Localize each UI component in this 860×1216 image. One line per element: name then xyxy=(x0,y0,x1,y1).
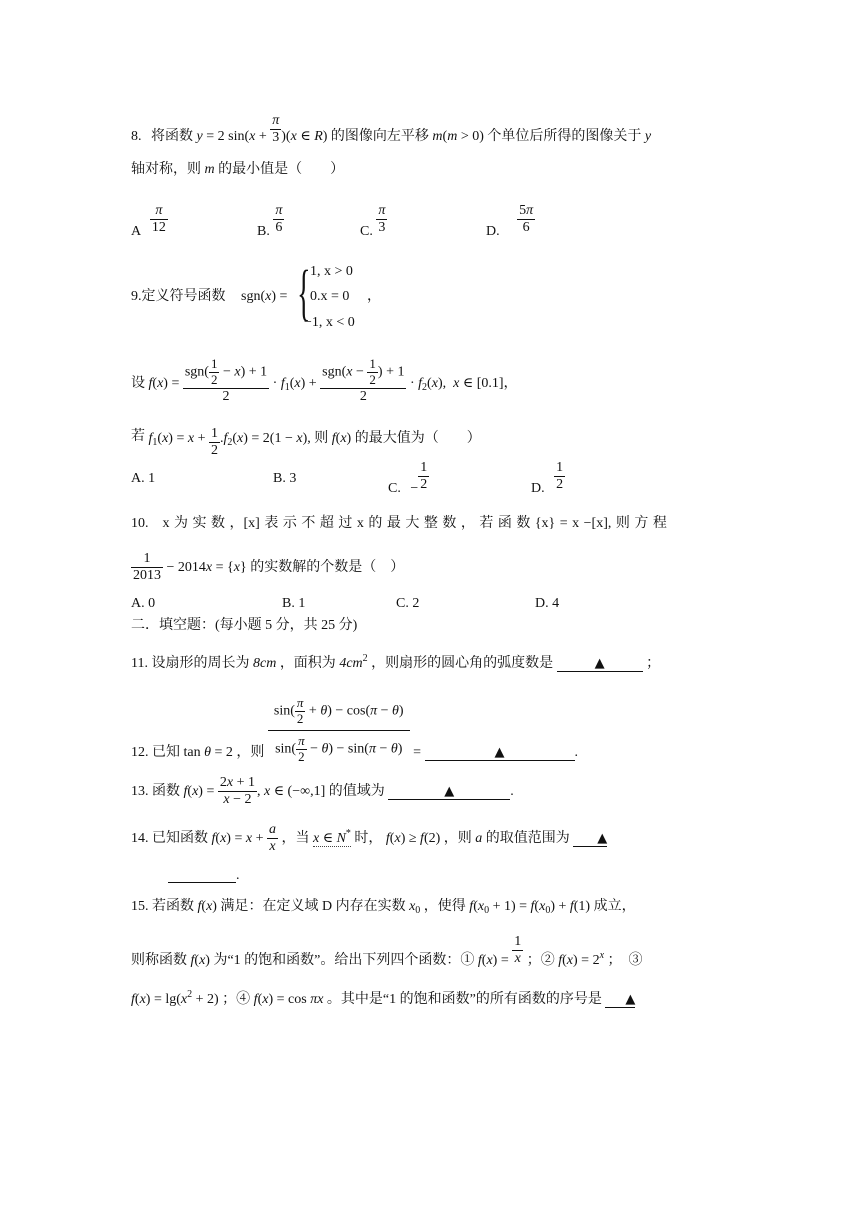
q14-answer-blank-start[interactable]: ▲ xyxy=(573,832,607,847)
q11-perimeter: 8cm xyxy=(252,656,277,671)
q11-answer-blank[interactable]: ▲ xyxy=(557,657,643,672)
q11-text-1: 11. 设扇形的周长为 xyxy=(131,656,250,671)
q8-line2-m: m xyxy=(204,162,215,177)
q12-text-1: 12. 已知 xyxy=(131,744,180,760)
q15-line1: 15. 若函数 f(x) 满足：在定义域 D 内存在实数 $x_0$ ，使得 $f(x_0 + 1) = f(x_0) + f(1)$ 成立， xyxy=(131,899,636,916)
q9-brace: { xyxy=(297,259,311,327)
q15-line2: 则称函数 f(x) 为“1 的饱和函数”。给出下列四个函数：① f(x) = $\frac{1}{x}$ ；② $f(x) = 2^x$ ； ③ xyxy=(131,934,643,968)
q9-setup: 设 f(x) = sgn( $\frac{1}{2}$ − x) + 1 2 · $f_1(x)$ + sgn(x − $\frac{1}{2}$ ) + 1 2 · $f_2(x)$, x ∈ [0.1]， xyxy=(131,356,518,404)
q15-line3: $f(x) = \lg(x^2 + 2)$ ；④ f(x) = cos πx 。其中是“1 的饱和函数”的所有函数的序号是 ▲ xyxy=(131,989,636,1007)
q15-text-3: ，使得 xyxy=(423,899,466,914)
q14-text-3: 时， xyxy=(354,830,383,846)
q13: 13. 函数 f(x) = $\frac{2x + 1}{x - 2}$ , x ∈ (−∞,1] 的值域为 ▲ . xyxy=(131,775,514,808)
q11-area: 4cm xyxy=(339,656,363,671)
q8-line2-rest: 的最小值是（ ） xyxy=(218,162,345,177)
q9-sgn: sgn(x) = xyxy=(241,289,288,304)
q9-option-d: D. $\frac{1}{2}$ xyxy=(531,460,564,496)
q9-set: 设 xyxy=(131,376,145,392)
q14-end: . xyxy=(236,868,240,883)
q15-line2-b: 为“1 的饱和函数”。给出下列四个函数：① xyxy=(213,952,475,968)
q11-text-3: ，则扇形的圆心角的弧度数是 xyxy=(371,656,554,671)
q13-end: . xyxy=(510,783,514,799)
q8-text-1: 将函数 xyxy=(151,128,193,144)
q11-end: ； xyxy=(646,656,661,671)
q11: 11. 设扇形的周长为 8cm ，面积为 $4cm^2$ ，则扇形的圆心角的弧度数是 ▲ ； xyxy=(131,653,661,671)
q9-definition xyxy=(131,259,431,332)
q8-formula: y = 2 sin(x + $\frac{\pi}{3}$ )(x ∈ R) xyxy=(196,113,331,146)
q8-line1 xyxy=(131,112,651,152)
q8-text-3: 个单位后所得的图像关于 xyxy=(487,128,642,144)
q12-answer-blank[interactable]: ▲ xyxy=(425,746,575,761)
q14-text-5: a xyxy=(475,830,483,846)
q15-text-2: 满足：在定义域 D 内存在实数 xyxy=(220,899,406,914)
q14-text-4: ，则 xyxy=(443,830,472,846)
q12-fraction: sin( $\frac{\pi}{2}$ + θ) − cos(π − θ) sin( $\frac{\pi}{2}$ − θ) − sin(π − θ) xyxy=(268,696,410,765)
q9-ask: 的最大值为（ ） xyxy=(354,430,481,446)
q8-options xyxy=(131,203,571,245)
q8-line2 xyxy=(131,163,344,177)
q15-line3-a: ；④ xyxy=(222,992,251,1007)
q10-option-d: D. 4 xyxy=(535,596,560,611)
q13-answer-blank[interactable]: ▲ xyxy=(388,785,510,800)
q9-lead: 9.定义符号函数 xyxy=(131,289,226,304)
q8-option-c: C. $\frac{\pi}{3}$ xyxy=(360,203,386,239)
q10-options xyxy=(131,597,591,613)
q10-line2: $\frac{1}{2013}$ − 2014x = {x} 的实数解的个数是（ ） xyxy=(133,551,405,584)
q9-option-b: B. 3 xyxy=(273,471,297,486)
q15-answer-blank[interactable]: ▲ xyxy=(605,993,635,1008)
q15-line2-a: 则称函数 xyxy=(131,952,187,968)
q8-option-b: B. $\frac{\pi}{6}$ xyxy=(257,203,283,239)
q9-case-1: 1, x > 0 xyxy=(310,264,353,279)
q9-given: 若 $f_1(x) = x$ + $\frac{1}{2}$ $.f_2(x) = 2(1 - x)$, 则 f(x) 的最大值为（ ） xyxy=(131,426,481,459)
q15-line2-c: ；② xyxy=(526,952,555,968)
q10-option-c: C. 2 xyxy=(396,596,420,611)
q14: 14. 已知函数 f(x) = x + $\frac{a}{x}$ ，当 x ∈ N* 时， f(x) ≥ f(2) ，则 a 的取值范围为 ▲ xyxy=(131,822,608,855)
q8-text-2: 的图像向左平移 xyxy=(330,128,429,144)
q13-text-1: 13. 函数 xyxy=(131,783,180,799)
q8-text-4: y xyxy=(644,128,652,144)
q9-option-c: C. − $\frac{1}{2}$ xyxy=(388,460,428,496)
q8-shift: m(m > 0) xyxy=(432,128,484,144)
q10-line1: 10. x 为 实 数 ，[x] 表 示 不 超 过 x 的 最 大 整 数 ， 若 函 数 {x} = x −[x], 则 方 程 xyxy=(131,516,667,531)
q8-option-a: A $\frac{\pi}{12}$ xyxy=(131,203,166,239)
q9-case-3: −1, x < 0 xyxy=(304,315,355,330)
q8-line2-text: 轴对称，则 xyxy=(131,162,201,177)
q13-text-2: 的值域为 xyxy=(328,783,385,799)
q11-text-2: ，面积为 xyxy=(279,656,336,671)
section-heading: 二．填空题：(每小题 5 分，共 25 分) xyxy=(131,618,358,633)
q14-blank-continuation[interactable] xyxy=(168,868,240,883)
q9-options xyxy=(131,460,591,504)
q15-text-1: 15. 若函数 xyxy=(131,899,194,914)
q12: 12. 已知 tan θ = 2 ，则 sin( $\frac{\pi}{2}$ + θ) − cos(π − θ) sin( $\frac{\pi}{2}$ − θ) − sin(π − θ) = ▲ . xyxy=(131,695,578,764)
q10-option-a: A. 0 xyxy=(131,596,156,611)
q9-comma: ， xyxy=(367,289,381,304)
q12-end: . xyxy=(574,744,578,760)
q15-line2-d: ； ③ xyxy=(607,952,643,968)
q9-option-a: A. 1 xyxy=(131,471,156,486)
q10-option-b: B. 1 xyxy=(282,596,306,611)
q14-text-2: ，当 xyxy=(281,830,310,846)
q14-text-6: 的取值范围为 xyxy=(485,830,570,846)
q8-number: 8. xyxy=(131,128,142,144)
q9-case-2: 0.x = 0 xyxy=(310,289,350,304)
q15-line3-b: 。其中是“1 的饱和函数”的所有函数的序号是 xyxy=(326,992,602,1007)
q8-option-d: D. $\frac{5\pi}{6}$ xyxy=(486,203,534,239)
q14-text-1: 14. 已知函数 xyxy=(131,830,208,846)
q9-given-lead: 若 xyxy=(131,428,145,444)
q12-text-2: ，则 xyxy=(236,744,265,760)
q10-line2-text: 的实数解的个数是（ ） xyxy=(250,559,405,575)
q15-text-4: 成立， xyxy=(593,899,636,914)
